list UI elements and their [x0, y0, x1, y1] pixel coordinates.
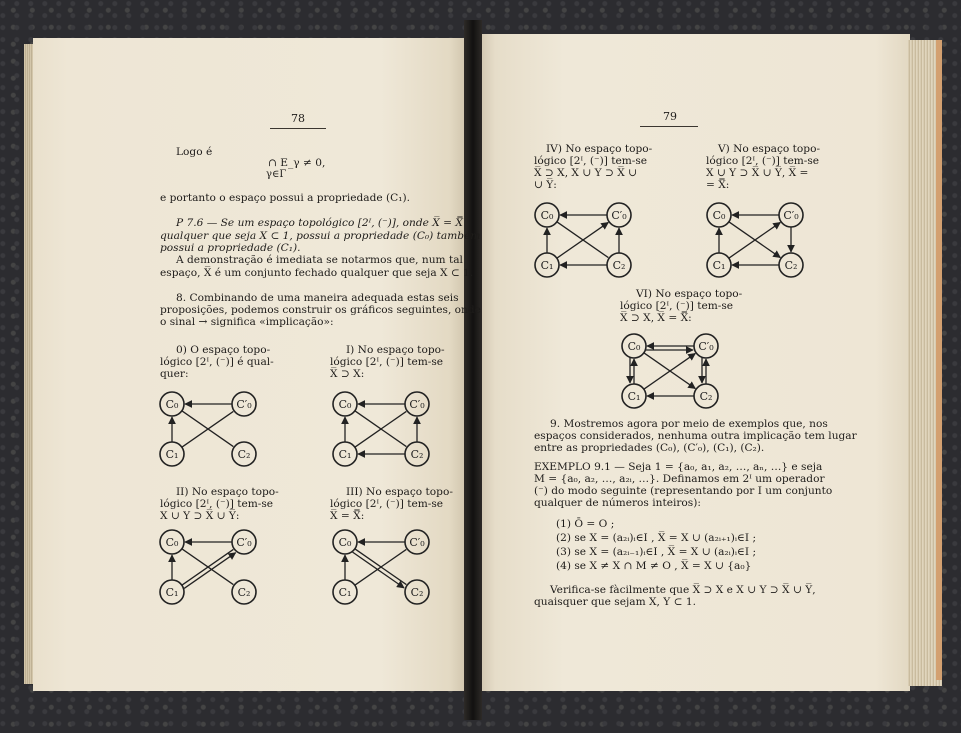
- node-label: C₀: [540, 209, 554, 222]
- node-c2: [694, 384, 718, 408]
- node-c0: [535, 203, 559, 227]
- body-line: proposições, podemos construir os gráficos seguintes, onde: [160, 304, 481, 316]
- case-label: lógico [2ᴵ, (⁻)] é qual-: [160, 356, 274, 368]
- node-c0: [333, 530, 357, 554]
- node-c2: [232, 580, 256, 604]
- body-line: e portanto o espaço possui a propriedade (C₁).: [160, 192, 411, 204]
- implication-diagram-0: [158, 390, 258, 468]
- case-label: X ∪ Y ⊃ X̅ ∪ Y̅:: [160, 510, 240, 522]
- case-label: VI) No espaço topo-: [636, 288, 743, 300]
- implication-diagram-IV: [533, 201, 633, 279]
- case-label: X̅ = X̿:: [330, 510, 365, 522]
- implication-graph: [620, 332, 720, 410]
- implication-diagram-VI: [620, 332, 720, 410]
- case-label: lógico [2ᴵ, (⁻)] tem-se: [330, 498, 444, 510]
- implication-diagram-V: [705, 201, 805, 279]
- proposition-line: P 7.6 — Se um espaço topológico [2ᴵ, (⁻)], onde X̅ = X̿: [176, 217, 463, 229]
- node-c0p: [405, 392, 429, 416]
- node-label: C′₀: [409, 398, 425, 411]
- case-label: II) No espaço topo-: [176, 486, 279, 498]
- definition-line: (4) se X ≠ X ∩ M ≠ O , X̅ = X ∪ {a₀}: [556, 560, 752, 572]
- case-label: lógico [2ᴵ, (⁻)] tem-se: [620, 300, 734, 312]
- node-c1: [160, 442, 184, 466]
- implication-graph: [533, 201, 633, 279]
- node-c2: [779, 253, 803, 277]
- body-line: 9. Mostremos agora por meio de exemplos que, nos: [550, 418, 828, 430]
- node-label: C′₀: [409, 536, 425, 549]
- node-label: C₂: [784, 259, 798, 272]
- node-label: C₀: [712, 209, 726, 222]
- implication-graph: [705, 201, 805, 279]
- node-label: C₁: [712, 259, 726, 272]
- example-heading: EXEMPLO 9.1 — Seja 1 = {a₀, a₁, a₂, …, aₙ, …} e seja: [534, 461, 823, 473]
- node-label: C₁: [165, 586, 179, 599]
- implication-graph: [331, 528, 431, 606]
- body-line: entre as propriedades (C₀), (C′₀), (C₁), (C₂).: [534, 442, 765, 454]
- node-label: C₂: [237, 448, 251, 461]
- page-number-left: 78: [291, 112, 305, 125]
- case-label: ∪ Y̅:: [534, 179, 557, 191]
- header-rule-left: [270, 128, 326, 129]
- page-number-right: 79: [663, 110, 677, 123]
- node-c1: [622, 384, 646, 408]
- case-label: X ∪ Y ⊃ X̅ ∪ Y̅, X̅ =: [706, 167, 809, 179]
- node-label: C₁: [540, 259, 554, 272]
- body-line: Logo é: [176, 146, 213, 158]
- implication-arrow: [184, 553, 235, 589]
- body-line: M = {a₀, a₂, …, a₂ᵢ, …}. Definamos em 2ᴵ um operador: [534, 473, 825, 485]
- node-c1: [333, 580, 357, 604]
- node-c0: [333, 392, 357, 416]
- node-label: C₀: [165, 398, 179, 411]
- node-c0p: [232, 530, 256, 554]
- node-c1: [535, 253, 559, 277]
- node-c1: [160, 580, 184, 604]
- implication-graph: [158, 528, 258, 606]
- case-label: quer:: [160, 368, 189, 380]
- node-label: C₁: [627, 390, 641, 403]
- case-label: lógico [2ᴵ, (⁻)] tem-se: [160, 498, 274, 510]
- proposition-line: qualquer que seja X ⊂ 1, possui a propriedade (C₀) também: [160, 230, 481, 242]
- definition-line: (1) Ō = O ;: [556, 518, 615, 530]
- node-label: C′₀: [783, 209, 799, 222]
- definition-line: (3) se X = (a₂ᵢ₋₁)ᵢ∈I , X̅ = X ∪ (a₂ᵢ)ᵢ∈I ;: [556, 546, 757, 558]
- body-line: qualquer de números inteiros):: [534, 497, 701, 509]
- implication-graph: [158, 390, 258, 468]
- node-c2: [607, 253, 631, 277]
- node-c2: [232, 442, 256, 466]
- node-c1: [707, 253, 731, 277]
- body-line: espaços considerados, nenhuma outra implicação tem lugar: [534, 430, 857, 442]
- body-line: (⁻) do modo seguinte (representando por I um conjunto: [534, 485, 833, 497]
- proposition-line: possui a propriedade (C₁).: [160, 242, 301, 254]
- case-label: lógico [2ᴵ, (⁻)] tem-se: [330, 356, 444, 368]
- case-label: X̅ ⊃ X:: [330, 368, 365, 380]
- definition-line: (2) se X = (a₂ᵢ)ᵢ∈I , X̅ = X ∪ (a₂ᵢ₊₁)ᵢ∈I ;: [556, 532, 757, 544]
- node-c0: [622, 334, 646, 358]
- body-line: espaço, X̅ é um conjunto fechado qualquer que seja X ⊂ 1.: [160, 267, 474, 279]
- node-c0p: [405, 530, 429, 554]
- case-label: lógico [2ᴵ, (⁻)] tem-se: [706, 155, 820, 167]
- header-rule-right: [640, 126, 698, 127]
- case-label: V) No espaço topo-: [718, 143, 821, 155]
- node-c0p: [607, 203, 631, 227]
- node-label: C₂: [612, 259, 626, 272]
- implication-graph: [331, 390, 431, 468]
- node-label: C₁: [338, 586, 352, 599]
- body-line: 8. Combinando de uma maneira adequada estas seis: [176, 292, 459, 304]
- body-line: o sinal → significa «implicação»:: [160, 316, 334, 328]
- node-c0p: [694, 334, 718, 358]
- node-c0p: [232, 392, 256, 416]
- case-label: X̅ ⊃ X, X̅ = X̿:: [620, 312, 692, 324]
- node-label: C₂: [410, 586, 424, 599]
- node-c0: [160, 392, 184, 416]
- node-label: C₂: [410, 448, 424, 461]
- node-c0: [707, 203, 731, 227]
- node-c2: [405, 580, 429, 604]
- case-label: = X̿:: [706, 179, 730, 191]
- node-label: C₀: [627, 340, 641, 353]
- book-gutter: [464, 20, 482, 720]
- body-line: Verifica-se fàcilmente que X̅ ⊃ X e X ∪ Y ⊃ X̅ ∪ Y̅,: [550, 584, 816, 596]
- formula-line: ∩ E_γ ≠ 0,: [268, 157, 326, 169]
- case-label: I) No espaço topo-: [346, 344, 445, 356]
- right-cover-edge: [936, 40, 942, 680]
- implication-diagram-III: [331, 528, 431, 606]
- node-label: C₁: [165, 448, 179, 461]
- case-label: X̅ ⊃ X, X ∪ Y ⊃ X̅ ∪: [534, 167, 637, 179]
- node-c2: [405, 442, 429, 466]
- implication-diagram-II: [158, 528, 258, 606]
- node-label: C₀: [338, 536, 352, 549]
- node-label: C′₀: [611, 209, 627, 222]
- node-label: C′₀: [698, 340, 714, 353]
- case-label: 0) O espaço topo-: [176, 344, 271, 356]
- implication-arrow: [353, 552, 404, 588]
- case-label: III) No espaço topo-: [346, 486, 453, 498]
- implication-diagram-I: [331, 390, 431, 468]
- node-label: C′₀: [236, 398, 252, 411]
- node-label: C₀: [338, 398, 352, 411]
- node-label: C₂: [237, 586, 251, 599]
- case-label: IV) No espaço topo-: [546, 143, 653, 155]
- node-c1: [333, 442, 357, 466]
- node-label: C₀: [165, 536, 179, 549]
- node-c0p: [779, 203, 803, 227]
- node-label: C₂: [699, 390, 713, 403]
- node-label: C′₀: [236, 536, 252, 549]
- case-label: lógico [2ᴵ, (⁻)] tem-se: [534, 155, 648, 167]
- body-line: quaisquer que sejam X, Y ⊂ 1.: [534, 596, 696, 608]
- formula-subscript: γ∈Γ: [266, 169, 287, 180]
- node-c0: [160, 530, 184, 554]
- body-line: A demonstração é imediata se notarmos que, num tal: [176, 254, 463, 266]
- node-label: C₁: [338, 448, 352, 461]
